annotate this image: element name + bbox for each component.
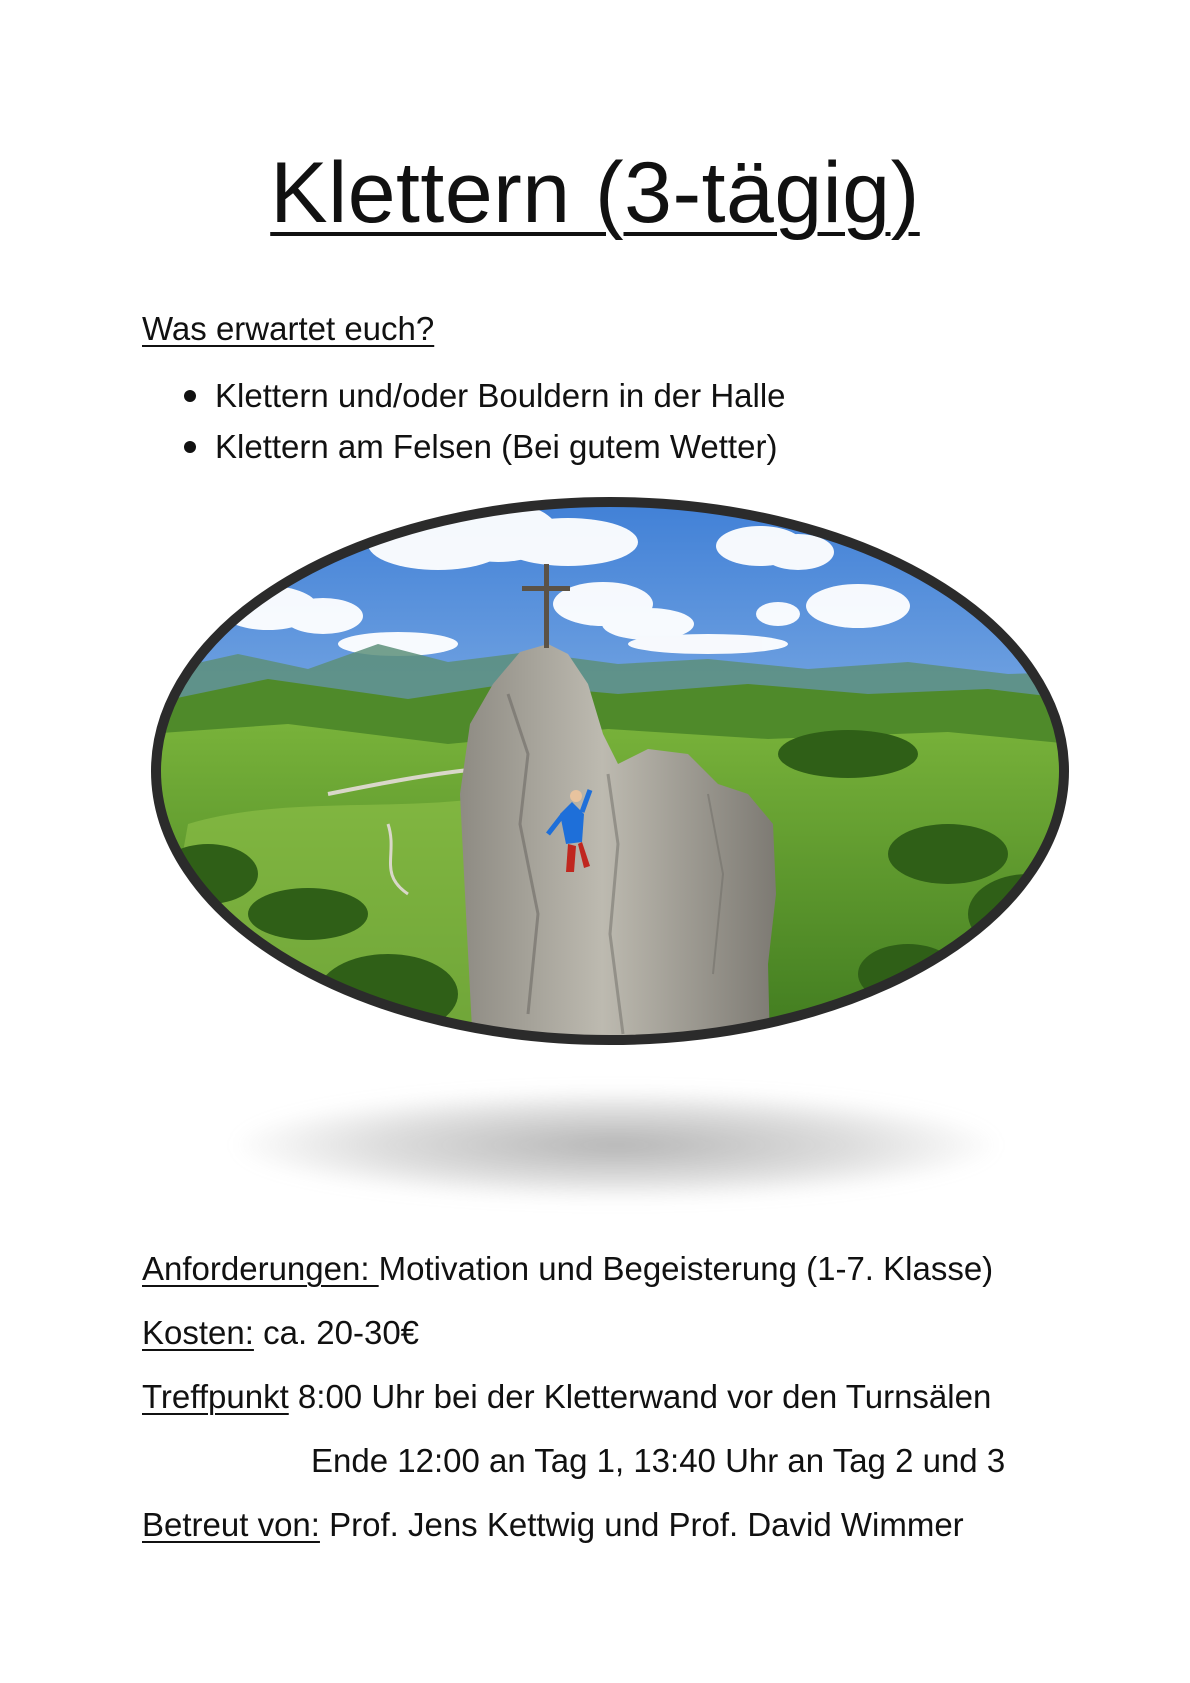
page-title [0, 145, 1190, 241]
climbing-photo [148, 494, 1072, 1048]
meeting-label: Treffpunkt [142, 1378, 289, 1415]
expectations-list [182, 370, 786, 472]
costs-label: Kosten: [142, 1314, 254, 1351]
bullet-icon [184, 390, 196, 402]
costs-line [142, 1314, 419, 1352]
end-time-line: Ende 12:00 an Tag 1, 13:40 Uhr an Tag 2 und 3 [311, 1442, 1006, 1479]
requirements-value: Motivation und Begeisterung (1-7. Klasse) [378, 1250, 994, 1287]
bullet-icon [184, 441, 196, 453]
supervisors-label: Betreut von: [142, 1506, 320, 1543]
requirements-line [142, 1250, 993, 1288]
requirements-label: Anforderungen: [142, 1250, 379, 1287]
expectations-heading: Was erwartet euch? [142, 310, 435, 347]
supervisors-value: Prof. Jens Kettwig und Prof. David Wimmer [319, 1506, 964, 1543]
page-title-text: Klettern (3-tägig) [270, 145, 920, 241]
list-item-text: Klettern am Felsen (Bei gutem Wetter) [215, 428, 778, 465]
meeting-value: 8:00 Uhr bei der Kletterwand vor den Turnsälen [288, 1378, 992, 1415]
photo-shadow [236, 1090, 996, 1200]
meeting-line [142, 1378, 991, 1416]
list-item [182, 370, 786, 421]
list-item-text: Klettern und/oder Bouldern in der Halle [215, 377, 786, 414]
supervisors-line [142, 1506, 964, 1544]
list-item [182, 421, 786, 472]
climbing-rock-photo-icon [148, 494, 1072, 1048]
costs-value: ca. 20-30€ [253, 1314, 420, 1351]
